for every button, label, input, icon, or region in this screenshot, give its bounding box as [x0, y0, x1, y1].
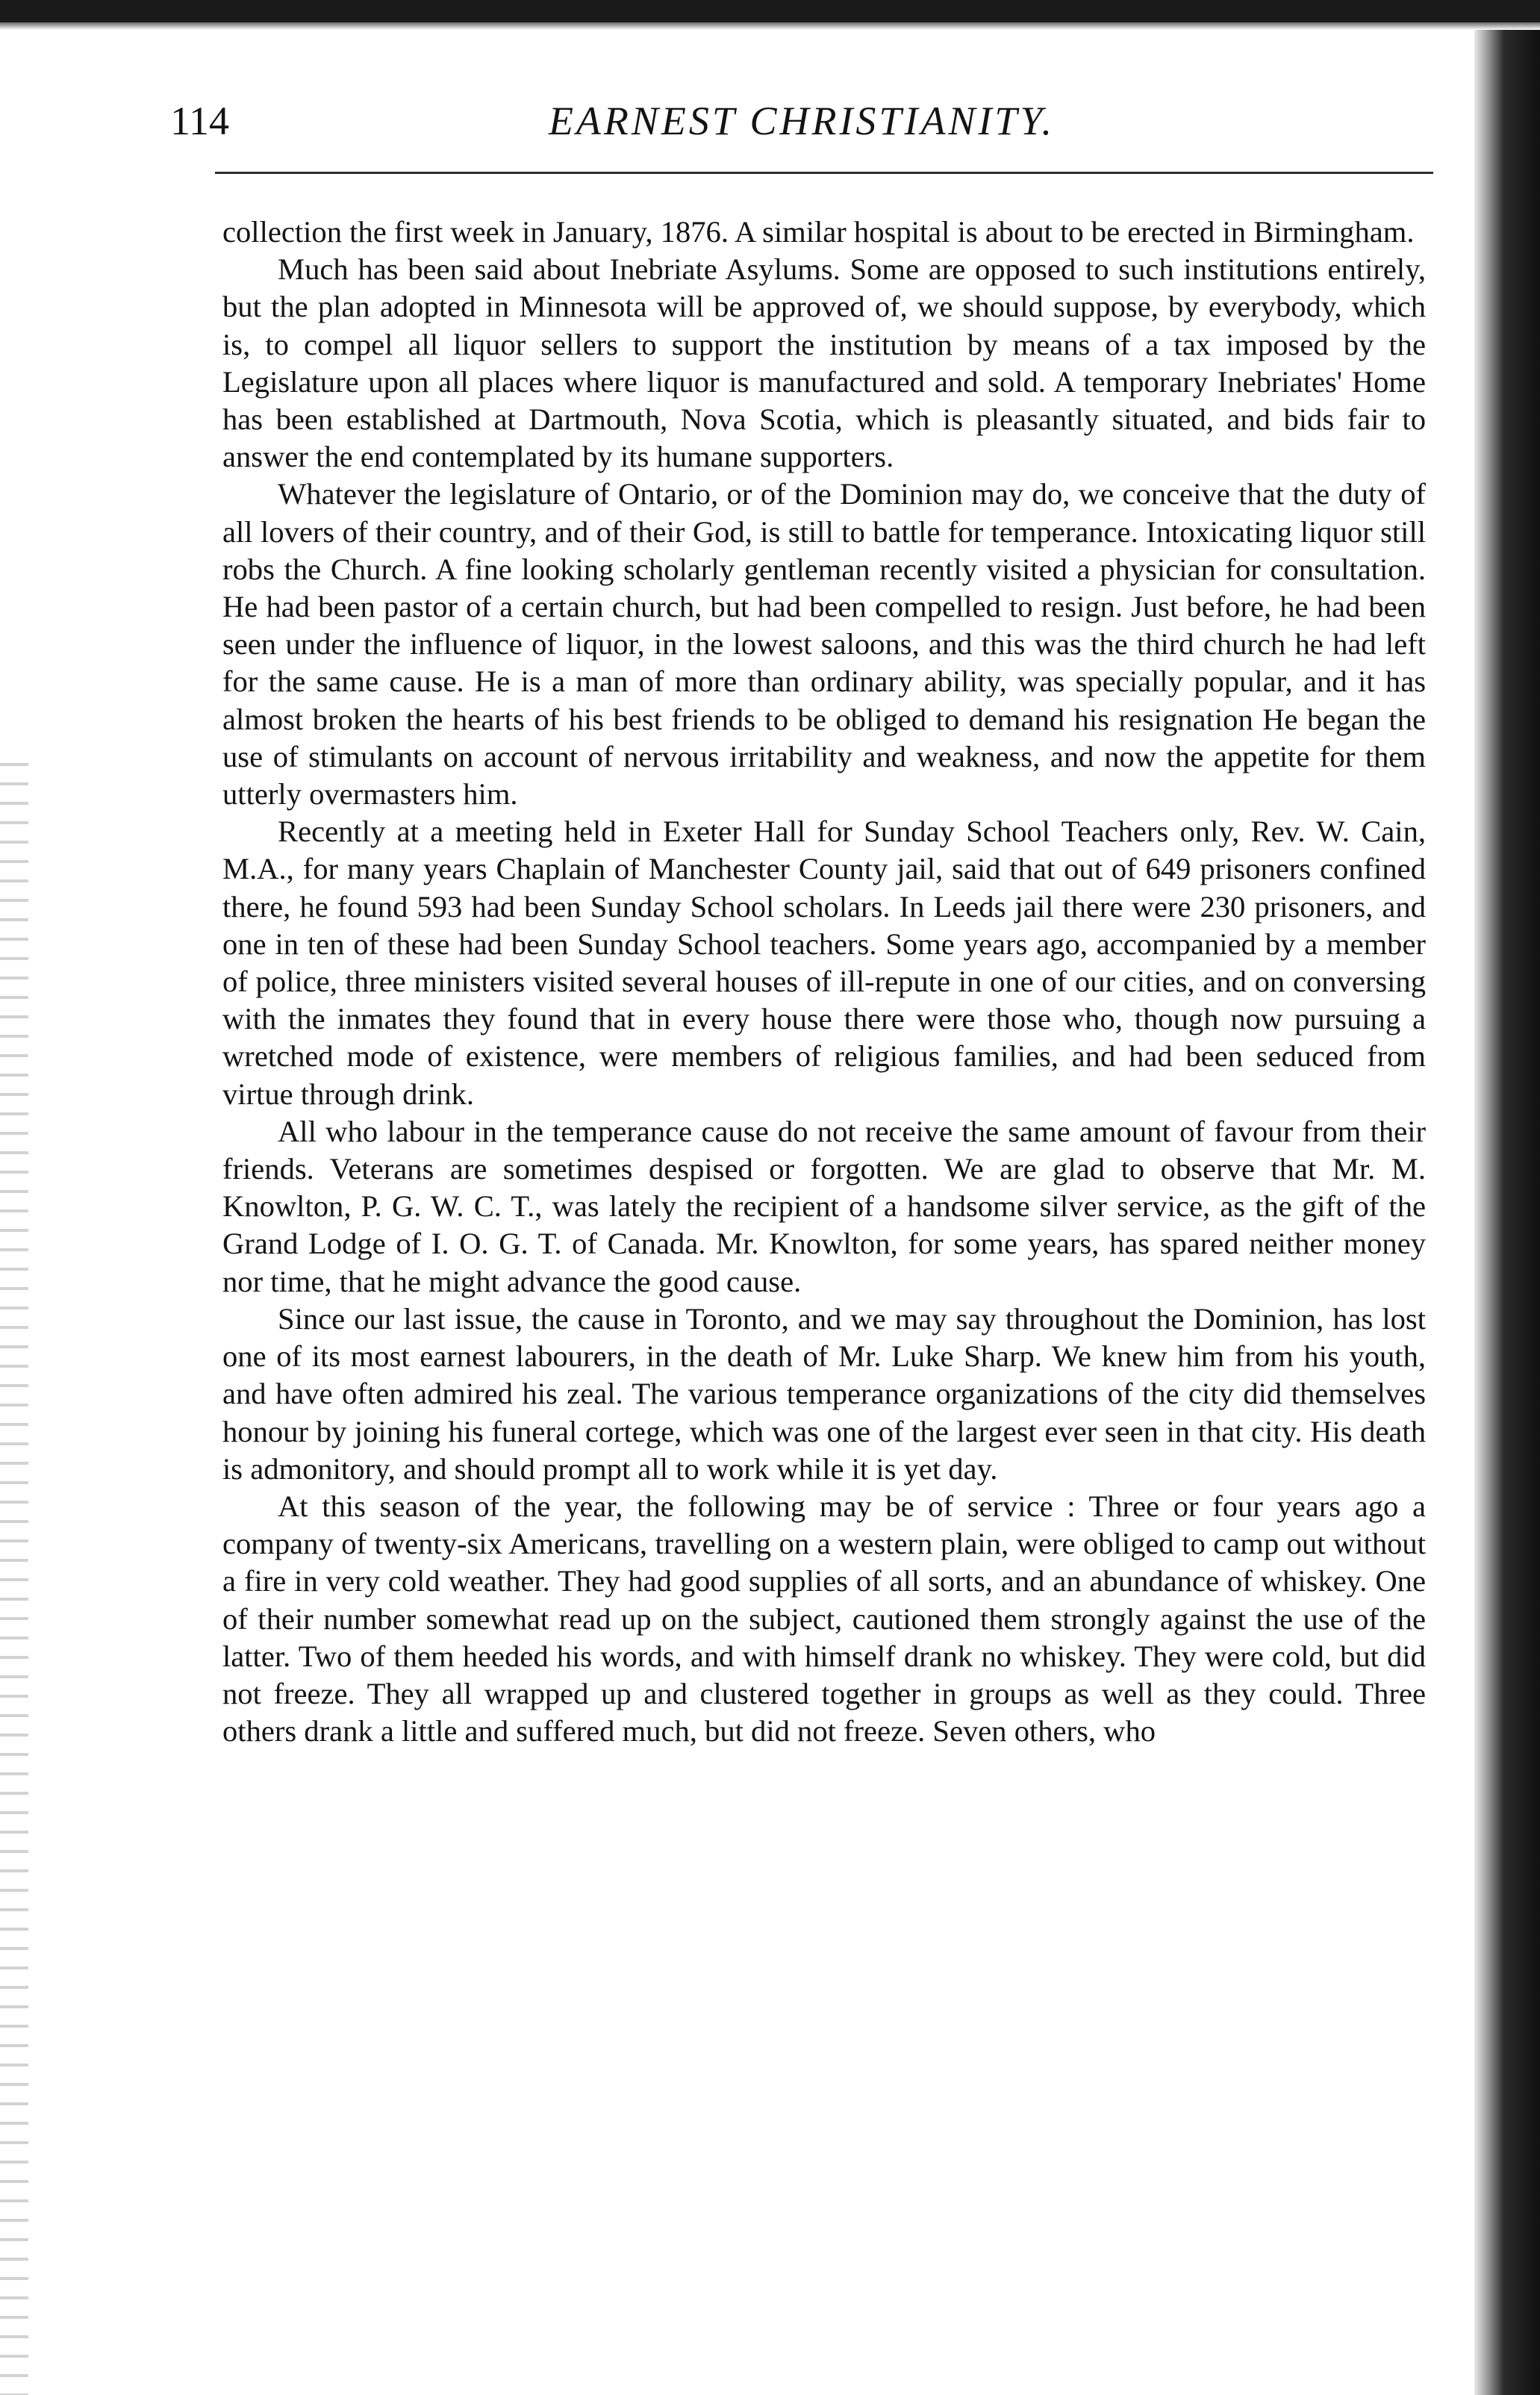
right-binding-shadow	[1474, 30, 1540, 2395]
paragraph-cold-weather: At this season of the year, the following may be of service : Three or four years ago a company of twenty-six Americans, travelling on a western plain, were obliged to camp out without a fire in very cold weather. They had good supplies of all sorts, and an abundance of whiskey. One of their number somewhat read up on the subject, cautioned them strongly against the use of the latter. Two of them heeded his words, and with himself drank no whiskey. They were cold, but did not freeze. They all wrapped up and clustered together in groups as well as they could. Three others drank a little and suffered much, but did not freeze. Seven others, who	[222, 1489, 1426, 1748]
top-scan-border	[0, 0, 1540, 22]
page-number: 114	[170, 99, 229, 143]
running-title: EARNEST CHRISTIANITY.	[548, 99, 1056, 143]
paragraph-inebriate-asylums: Much has been said about Inebriate Asylums. Some are opposed to such institutions entirely, but the plan adopted in Minnesota will be approved of, we should suppose, by everybody, which is, to compel all liquor sellers to support the institution by means of a tax imposed by the Legislature upon all places where liquor is manufactured and sold. A temporary Inebriates' Home has been established at Dartmouth, Nova Scotia, which is pleasantly situated, and bids fair to answer the end contemplated by its humane supporters.	[222, 252, 1426, 474]
header-rule	[215, 172, 1433, 174]
body-text	[222, 214, 1426, 1750]
paragraph-exeter-hall: Recently at a meeting held in Exeter Hall for Sunday School Teachers only, Rev. W. Cain, M.A., for many years Chaplain of Manchester County jail, said that out of 649 prisoners confined there, he found 593 had been Sunday School scholars. In Leeds jail there were 230 prisoners, and one in ten of these had been Sunday School teachers. Some years ago, accompanied by a member of police, three ministers visited several houses of ill-repute in one of our cities, and on conversing with the inmates they found that in every house there were those who, though now pursuing a wretched mode of existence, were members of religious families, and had been seduced from virtue through drink.	[222, 815, 1426, 1111]
paragraph-legislature: Whatever the legislature of Ontario, or of the Dominion may do, we conceive that the duty of all lovers of their country, and of their God, is still to battle for temperance. Intoxicating liquor still robs the Church. A fine looking scholarly gentleman recently visited a physician for consultation. He had been pastor of a certain church, but had been compelled to resign. Just before, he had been seen under the influence of liquor, in the lowest saloons, and this was the third church he had left for the same cause. He is a man of more than ordinary ability, was specially popular, and it has almost broken the hearts of his best friends to be obliged to demand his resignation He began the use of stimulants on account of nervous irritability and weakness, and now the appetite for them utterly overmasters him.	[222, 477, 1426, 812]
left-page-edge	[0, 747, 28, 2395]
paragraph-knowlton: All who labour in the temperance cause do not receive the same amount of favour from their friends. Veterans are sometimes despised or forgotten. We are glad to observe that Mr. M. Knowlton, P. G. W. C. T., was lately the recipient of a handsome silver service, as the gift of the Grand Lodge of I. O. G. T. of Canada. Mr. Knowlton, for some years, has spared neither money nor time, that he might advance the good cause.	[222, 1114, 1426, 1298]
page-header	[170, 91, 1433, 173]
paragraph-continued: collection the first week in January, 1876. A similar hospital is about to be erected in Birmingham.	[222, 215, 1415, 249]
paragraph-luke-sharp: Since our last issue, the cause in Toronto, and we may say throughout the Dominion, has lost one of its most earnest labourers, in the death of Mr. Luke Sharp. We knew him from his youth, and have often admired his zeal. The various temperance organizations of the city did themselves honour by joining his funeral cortege, which was one of the largest ever seen in that city. His death is admonitory, and should prompt all to work while it is yet day.	[222, 1301, 1426, 1486]
